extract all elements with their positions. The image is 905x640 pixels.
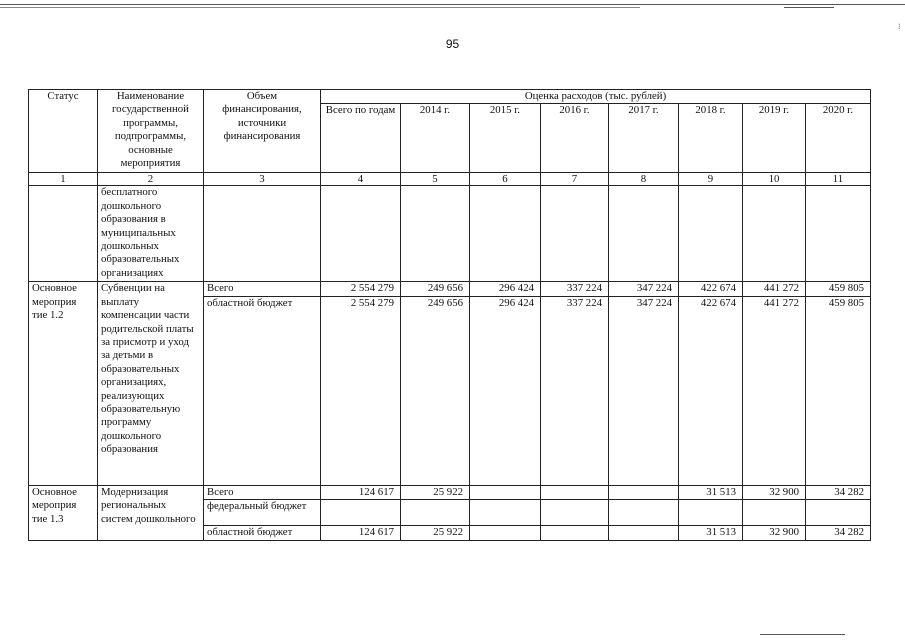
header-year: Всего по годам [321,104,401,173]
value-cell: 441 272 [743,296,806,485]
value-cell: 347 224 [609,282,679,296]
top-rule-secondary [0,7,640,8]
header-volume: Объем финансирования, источники финансирования [204,90,321,173]
table-row [29,485,871,499]
col-number: 2 [98,173,204,186]
col-number: 5 [401,173,470,186]
value-cell: 2 554 279 [321,282,401,296]
value-cell [541,526,609,540]
value-cell: 25 922 [401,485,470,499]
top-rule-short [784,7,834,8]
value-cell: 249 656 [401,296,470,485]
col-number: 1 [29,173,98,186]
value-cell: 34 282 [806,526,871,540]
col-number: 3 [204,173,321,186]
header-year: 2017 г. [609,104,679,173]
funding-source: Всего [204,485,321,499]
header-name: Наименование государственной программы, подпрограммы, основные мероприятия [98,90,204,173]
funding-source: областной бюджет [204,526,321,540]
header-estimate: Оценка расходов (тыс. рублей) [321,90,871,104]
value-cell: 124 617 [321,485,401,499]
value-cell [743,500,806,526]
funding-source: Всего [204,282,321,296]
value-cell [679,500,743,526]
col-number: 6 [470,173,541,186]
value-cell: 2 554 279 [321,296,401,485]
table-row [29,282,871,296]
header-year: 2014 г. [401,104,470,173]
header-row [29,90,871,104]
col-number: 7 [541,173,609,186]
funding-source: федеральный бюджет [204,500,321,526]
value-cell: 422 674 [679,282,743,296]
col-number: 9 [679,173,743,186]
value-cell: 347 224 [609,296,679,485]
value-cell: 337 224 [541,282,609,296]
value-cell: 441 272 [743,282,806,296]
status-cell [29,186,98,282]
value-cell: 25 922 [401,526,470,540]
value-cell: 34 282 [806,485,871,499]
header-year: 2015 г. [470,104,541,173]
top-rule [0,4,905,5]
page-number: 95 [445,37,460,51]
column-number-row [29,173,871,186]
value-cell: 459 805 [806,296,871,485]
value-cell: 459 805 [806,282,871,296]
value-cell: 124 617 [321,526,401,540]
value-cell [609,526,679,540]
measure-name-continued: бесплатного дошкольного образования в муниципальных дошкольных образовательных организациях [98,186,204,282]
footer-rule [760,634,845,635]
measure-name: Модернизация региональных систем дошкольного [98,485,204,540]
value-cell [470,526,541,540]
value-cell: 422 674 [679,296,743,485]
value-cell [470,485,541,499]
value-cell: 337 224 [541,296,609,485]
expenditure-table [28,89,871,541]
value-cell: 249 656 [401,282,470,296]
measure-status: Основное мероприя тие 1.3 [29,485,98,540]
header-year: 2020 г. [806,104,871,173]
value-cell [470,500,541,526]
col-number: 10 [743,173,806,186]
value-cell: 31 513 [679,526,743,540]
col-number: 11 [806,173,871,186]
value-cell: 296 424 [470,296,541,485]
col-number: 4 [321,173,401,186]
value-cell: 296 424 [470,282,541,296]
value-cell [609,500,679,526]
header-status: Статус [29,90,98,173]
margin-mark: ⁝ [898,22,901,31]
value-cell: 32 900 [743,526,806,540]
value-cell [541,500,609,526]
value-cell [401,500,470,526]
value-cell: 31 513 [679,485,743,499]
value-cell [541,485,609,499]
measure-status: Основное мероприя тие 1.2 [29,282,98,485]
value-cell: 32 900 [743,485,806,499]
measure-name: Субвенции на выплату компенсации части родительской платы за присмотр и уход за детьми в образовательных организациях, реализующих образовательную программу дошкольного образования [98,282,204,485]
continuation-row [29,186,871,282]
value-cell [806,500,871,526]
funding-source: областной бюджет [204,296,321,485]
col-number: 8 [609,173,679,186]
header-year: 2016 г. [541,104,609,173]
header-year: 2018 г. [679,104,743,173]
value-cell [609,485,679,499]
header-year: 2019 г. [743,104,806,173]
value-cell [321,500,401,526]
